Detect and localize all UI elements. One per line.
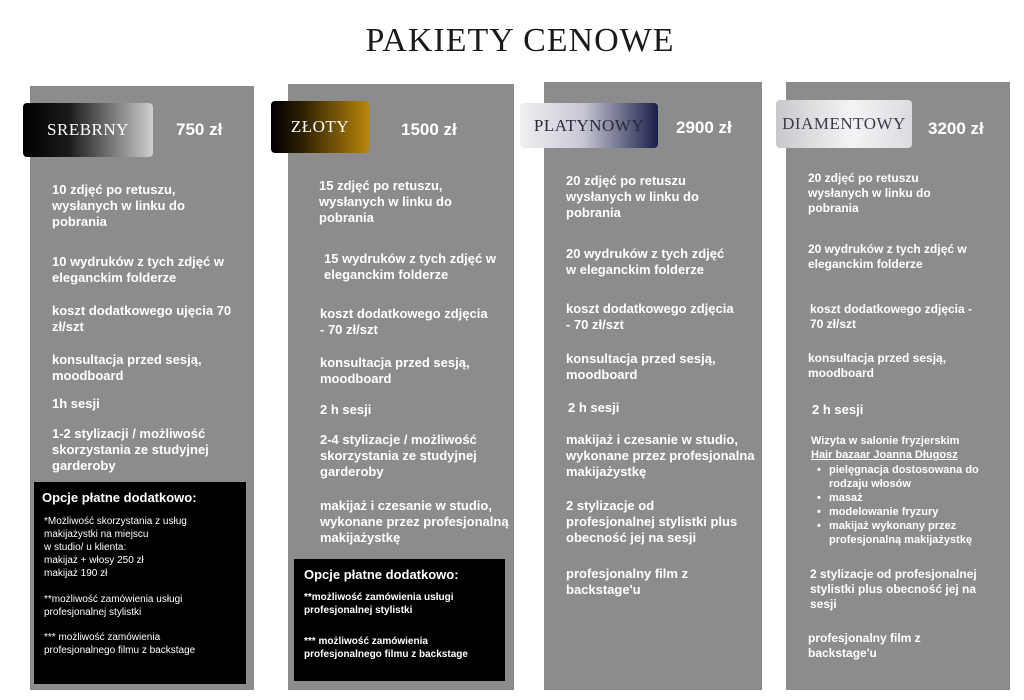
- feature-item: 2 stylizacje od profesjonalnej stylistki plus obecność jej na sesji: [566, 498, 738, 545]
- page-title: PAKIETY CENOWE: [365, 22, 675, 59]
- feature-item: 10 wydruków z tych zdjęć w eleganckim folderze: [52, 254, 224, 285]
- feature-item: profesjonalny film z backstage'u: [566, 566, 689, 597]
- feature-item: profesjonalny film z backstage'u: [808, 631, 921, 660]
- package-badge-diamentowy: DIAMENTOWY: [776, 100, 912, 148]
- package-price-srebrny: 750 zł: [176, 120, 223, 139]
- extras-item: *Możliwość skorzystania z usług makijażystki na miejscu w studio/ u klienta: makijaż + włosy 250 zł makijaż 190 zł: [44, 516, 187, 579]
- feature-item: koszt dodatkowego ujęcia 70 zł/szt: [52, 303, 232, 334]
- extras-item: *** możliwość zamówienia profesjonalnego filmu z backstage: [44, 632, 196, 656]
- feature-item: 20 wydruków z tych zdjęć w eleganckim folderze: [566, 246, 725, 277]
- feature-item: makijaż i czesanie w studio, wykonane przez profesjonalną makijażystkę: [320, 498, 509, 545]
- feature-item: 10 zdjęć po retuszu, wysłanych w linku do pobrania: [52, 182, 185, 229]
- extras-title: Opcje płatne dodatkowo:: [42, 490, 197, 505]
- feature-item: 15 zdjęć po retuszu, wysłanych w linku do pobrania: [319, 178, 452, 225]
- feature-item: 2 h sesji: [568, 400, 620, 415]
- feature-item: 2 h sesji: [812, 402, 864, 417]
- feature-item: konsultacja przed sesją, moodboard: [566, 351, 716, 382]
- package-price-zloty: 1500 zł: [401, 120, 457, 139]
- feature-item: 2 stylizacje od profesjonalnej stylistki plus obecność jej na sesji: [810, 567, 977, 611]
- feature-item: 15 wydruków z tych zdjęć w eleganckim folderze: [324, 251, 496, 282]
- salon-bullet: • masaż: [815, 491, 1011, 505]
- package-price-platynowy: 2900 zł: [676, 118, 732, 137]
- feature-item: 20 zdjęć po retuszu wysłanych w linku do pobrania: [808, 171, 931, 215]
- salon-bullet: • pielęgnacja dostosowana do rodzaju włosów: [815, 463, 1011, 491]
- package-price-diamentowy: 3200 zł: [928, 119, 984, 138]
- feature-item: koszt dodatkowego zdjęcia - 70 zł/szt: [810, 302, 973, 331]
- feature-item: koszt dodatkowego zdjęcia - 70 zł/szt: [320, 306, 488, 337]
- package-badge-srebrny: SREBRNY: [23, 103, 153, 157]
- salon-name-link[interactable]: Hair bazaar Joanna Długosz: [811, 449, 958, 461]
- extras-box-srebrny: [34, 482, 246, 684]
- extras-item: *** możliwość zamówienia profesjonalnego filmu z backstage: [304, 636, 468, 660]
- extras-item: **możliwość zamówienia usługi profesjonalnej stylistki: [304, 592, 454, 616]
- feature-item: konsultacja przed sesją, moodboard: [320, 355, 470, 386]
- feature-item: koszt dodatkowego zdjęcia - 70 zł/szt: [566, 301, 734, 332]
- package-badge-zloty: ZŁOTY: [271, 101, 369, 153]
- extras-item: **możliwość zamówienia usługi profesjonalnej stylistki: [44, 594, 183, 618]
- extras-title: Opcje płatne dodatkowo:: [304, 567, 459, 582]
- feature-item: konsultacja przed sesją, moodboard: [52, 352, 202, 383]
- extras-box-zloty: [294, 559, 505, 681]
- salon-block: [811, 434, 1007, 547]
- package-badge-platynowy: PLATYNOWY: [520, 103, 658, 148]
- salon-intro: Wizyta w salonie fryzjerskim: [811, 435, 960, 447]
- feature-item: 2-4 stylizacje / możliwość skorzystania ze studyjnej garderoby: [320, 432, 477, 479]
- feature-item: konsultacja przed sesją, moodboard: [808, 351, 947, 380]
- feature-item: 20 zdjęć po retuszu wysłanych w linku do pobrania: [566, 173, 699, 220]
- feature-item: 1h sesji: [52, 396, 100, 411]
- feature-item: makijaż i czesanie w studio, wykonane przez profesjonalna makijażystkę: [566, 432, 755, 479]
- salon-bullet: • makijaż wykonany przez profesjonalną makijażystkę: [815, 519, 1011, 547]
- feature-item: 1-2 stylizacji / możliwość skorzystania ze studyjnej garderoby: [52, 426, 209, 473]
- feature-item: 20 wydruków z tych zdjęć w eleganckim folderze: [808, 242, 967, 271]
- feature-item: 2 h sesji: [320, 402, 372, 417]
- salon-bullet: • modelowanie fryzury: [815, 505, 1011, 519]
